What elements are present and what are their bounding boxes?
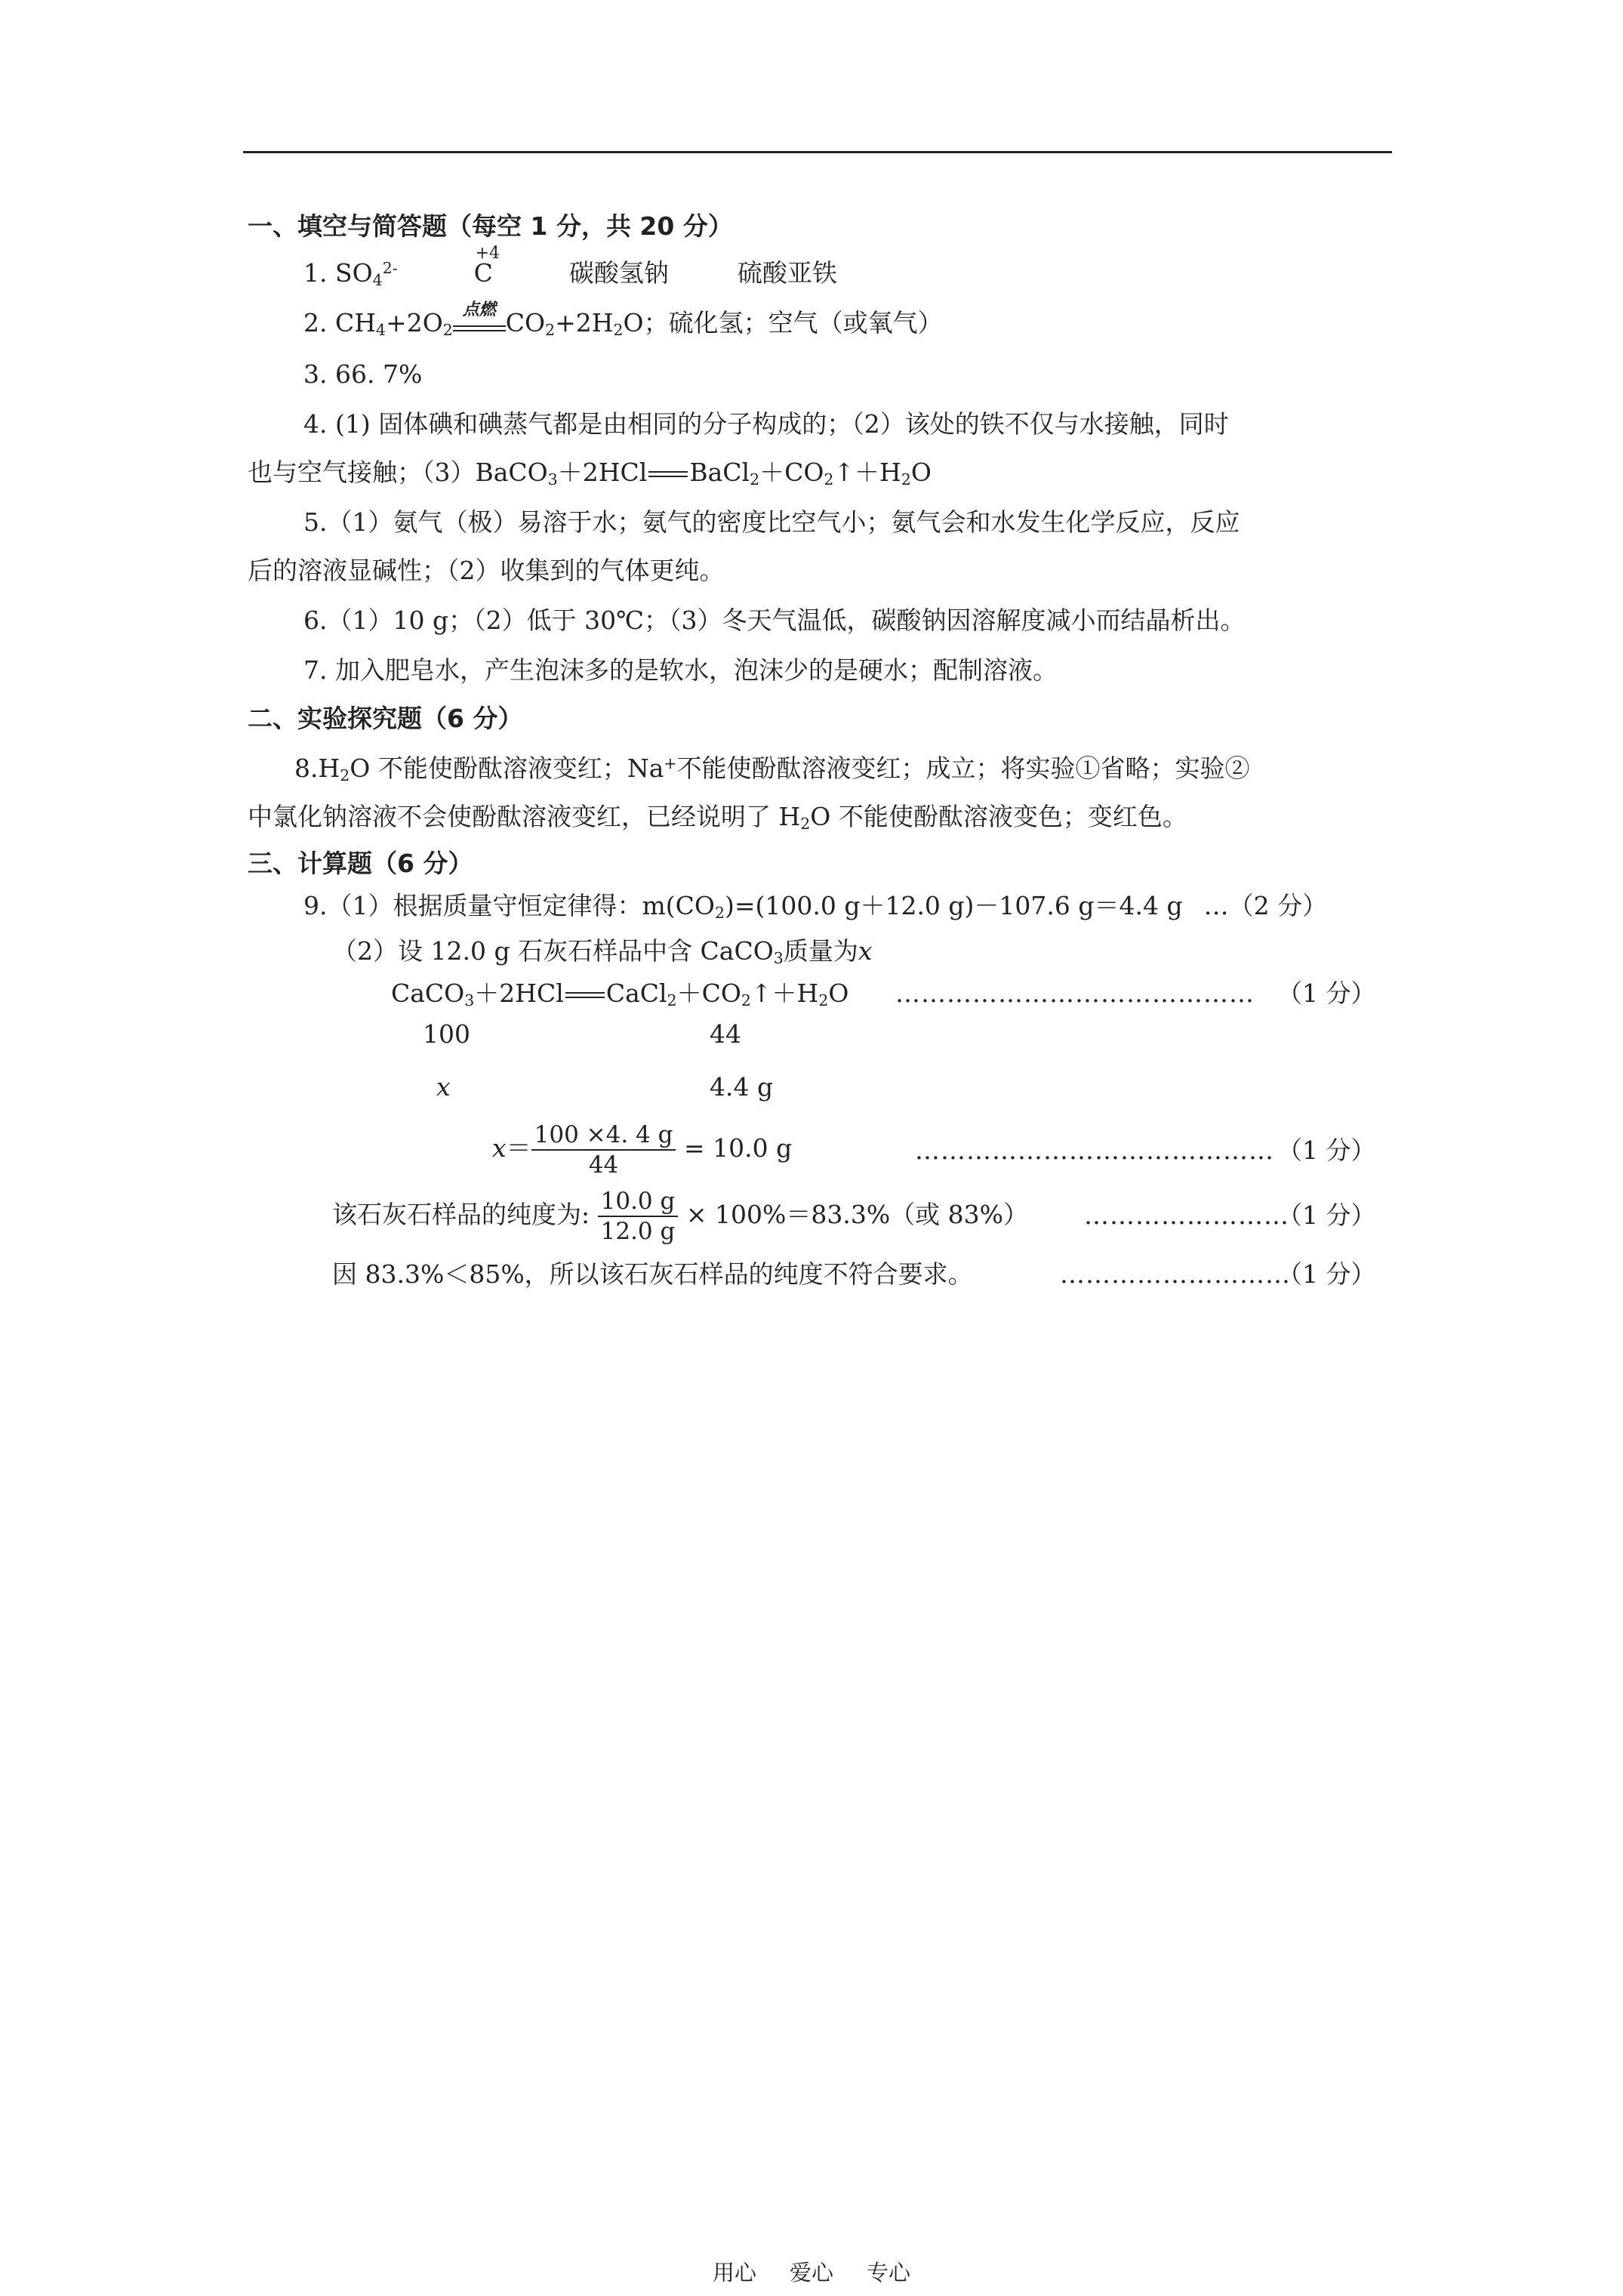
answer-9-part-1: 9.（1）根据质量守恒定律得：$m(CO_2)=(100.0$ g＋12.0 g)－107.6 g＝4.4 g …（2 分）: [303, 891, 1328, 923]
molar-mass-caco3: 100: [423, 1019, 470, 1049]
footer-word-3: 专心: [867, 2260, 911, 2285]
calc-leader-dots: ……………………………………: [915, 1136, 1274, 1165]
conclusion: 因 83.3%＜85%，所以该石灰石样品的纯度不符合要求。: [332, 1259, 973, 1289]
equation-leader-dots: ……………………………………: [895, 978, 1255, 1008]
mass-calculation: x＝ $\frac{100 \times 4. 4 g}{44}$ = 10.0 g: [492, 1121, 793, 1179]
purity-score: （1 分）: [1277, 1200, 1376, 1230]
answer-5-line-1: 5.（1）氨气（极）易溶于水；氨气的密度比空气小；氨气会和水发生化学反应，反应: [303, 507, 1240, 537]
section-2-heading: 二、实验探究题（6 分）: [248, 704, 523, 733]
purity-leader-dots: ……………………: [1084, 1200, 1289, 1230]
mass-fraction: $\frac{100 \times 4. 4 g}{44}$: [531, 1120, 676, 1179]
conclusion-leader-dots: ………………………: [1060, 1259, 1291, 1289]
reaction-condition: 点燃: [453, 315, 506, 331]
answer-4-line-1: 4. (1) 固体碘和碘蒸气都是由相同的分子构成的；（2）该处的铁不仅与水接触，同时: [303, 409, 1229, 439]
section-3-heading: 三、计算题（6 分）: [248, 849, 473, 878]
header-rule: [243, 151, 1392, 153]
answer-6: 6.（1）10 g；（2）低于 30℃；（3）冬天气温低，碳酸钠因溶解度减小而结晶析出。: [303, 606, 1246, 635]
purity-fraction: $\frac{10.0 g}{12.0 g}$: [598, 1187, 679, 1246]
answer-5-line-2: 后的溶液显碱性；（2）收集到的气体更纯。: [248, 556, 725, 585]
section-1-heading: 一、填空与简答题（每空 1 分，共 20 分）: [248, 211, 733, 241]
equation-score: （1 分）: [1277, 978, 1376, 1008]
purity-calculation: 该石灰石样品的纯度为: $\frac{10.0 g}{12.0 g}$ × 100%＝83.3%（或 83%）: [332, 1188, 1029, 1245]
answer-8-line-1: $8.H_2O$ 不能使酚酞溶液变红；Na+不能使酚酞溶液变红；成立；将实验①省略；实验②: [294, 754, 1250, 785]
reaction-equation: CaCO$_3$＋2HCl $CaCl_2+CO_2↑+H_2O$: [391, 978, 849, 1010]
conclusion-score: （1 分）: [1277, 1259, 1376, 1289]
answer-1: 1. $SO_4^{2-}$ +4 C 碳酸氢钠 硫酸亚铁: [303, 244, 837, 290]
unknown-mass: x: [436, 1072, 451, 1102]
footer-word-1: 用心: [712, 2260, 756, 2285]
co2-mass: 4.4 g: [710, 1072, 774, 1102]
answer-7: 7. 加入肥皂水，产生泡沫多的是软水，泡沫少的是硬水；配制溶液。: [303, 655, 1058, 685]
carbon-valence: +4 C: [473, 244, 500, 288]
answer-3: 3. 66. 7%: [303, 359, 423, 389]
page-footer: [0, 2256, 1623, 2287]
answer-9-part-2: （2）设 12.0 g 石灰石样品中含 CaCO$_3$质量为x: [332, 936, 873, 968]
answer-4-line-2: 也与空气接触；（3）BaCO$_3$＋2HCl $BaCl_2+CO_2↑+H_2O$: [248, 458, 932, 489]
answer-8-line-2: 中氯化钠溶液不会使酚酞溶液变红，已经说明了 $H_2O$ 不能使酚酞溶液变色；变红色。: [248, 802, 1187, 834]
answer-2: 2. $CH_4+2O_2$ 点燃 $CO_2+2H_2O$；硫化氢；空气（或氧气）: [303, 300, 943, 340]
calc-score: （1 分）: [1277, 1136, 1376, 1165]
molar-mass-co2: 44: [710, 1019, 741, 1049]
footer-word-2: 爱心: [789, 2260, 833, 2285]
